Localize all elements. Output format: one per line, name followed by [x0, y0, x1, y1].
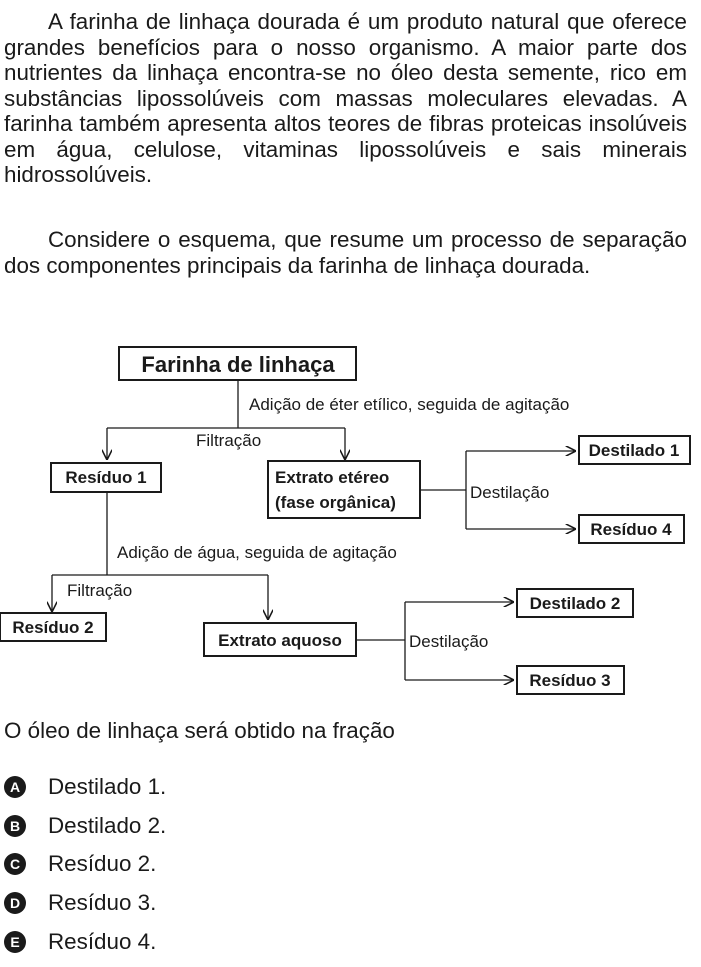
option-e[interactable]	[4, 927, 156, 957]
option-b[interactable]	[4, 811, 166, 841]
option-a[interactable]	[4, 772, 166, 802]
option-c[interactable]	[4, 849, 156, 879]
label-destilado-1: Destilado 1	[588, 441, 680, 460]
option-d-text: Resíduo 3.	[48, 890, 157, 915]
label-filtracao-2: Filtração	[67, 581, 133, 600]
label-residuo-1: Resíduo 1	[65, 468, 147, 487]
option-a-text: Destilado 1.	[48, 774, 167, 799]
label-extrato-aquoso: Extrato aquoso	[218, 631, 342, 650]
label-filtracao-1: Filtração	[196, 431, 262, 450]
label-residuo-2: Resíduo 2	[12, 618, 94, 637]
option-d[interactable]	[4, 888, 156, 918]
option-c-text: Resíduo 2.	[48, 851, 157, 876]
label-residuo-4: Resíduo 4	[590, 520, 672, 539]
option-e-badge: E	[4, 931, 26, 953]
label-extrato-etereo-1: Extrato etéreo	[275, 468, 390, 487]
label-destilado-2: Destilado 2	[529, 594, 621, 613]
option-c-badge: C	[4, 853, 26, 875]
label-extrato-etereo-2: (fase orgânica)	[275, 493, 396, 512]
option-b-badge: B	[4, 815, 26, 837]
option-e-text: Resíduo 4.	[48, 929, 157, 954]
option-d-badge: D	[4, 892, 26, 914]
label-destilacao-2: Destilação	[409, 632, 489, 651]
label-step-water: Adição de água, seguida de agitação	[117, 543, 397, 562]
label-farinha: Farinha de linhaça	[141, 352, 335, 377]
label-destilacao-1: Destilação	[470, 483, 550, 502]
option-a-badge: A	[4, 776, 26, 798]
label-residuo-3: Resíduo 3	[529, 671, 611, 690]
intro-paragraph-1: A farinha de linhaça dourada é um produto natural que oferece grandes benefícios para o nosso organismo. A maior parte dos nutrientes da linhaça encontra-se no óleo desta semente, rico em substâncias lipossolúveis com massas moleculares elevadas. A farinha também apresenta altos teores de fibras proteicas insolúveis em água, celulose, vitaminas lipossolúveis e sais minerais hidrossolúveis.	[4, 9, 687, 187]
question-text: O óleo de linhaça será obtido na fração	[4, 718, 395, 743]
label-step-ether: Adição de éter etílico, seguida de agitação	[249, 395, 570, 414]
intro-paragraph-2: Considere o esquema, que resume um processo de separação dos componentes principais da farinha de linhaça dourada.	[4, 227, 687, 278]
option-b-text: Destilado 2.	[48, 813, 167, 838]
